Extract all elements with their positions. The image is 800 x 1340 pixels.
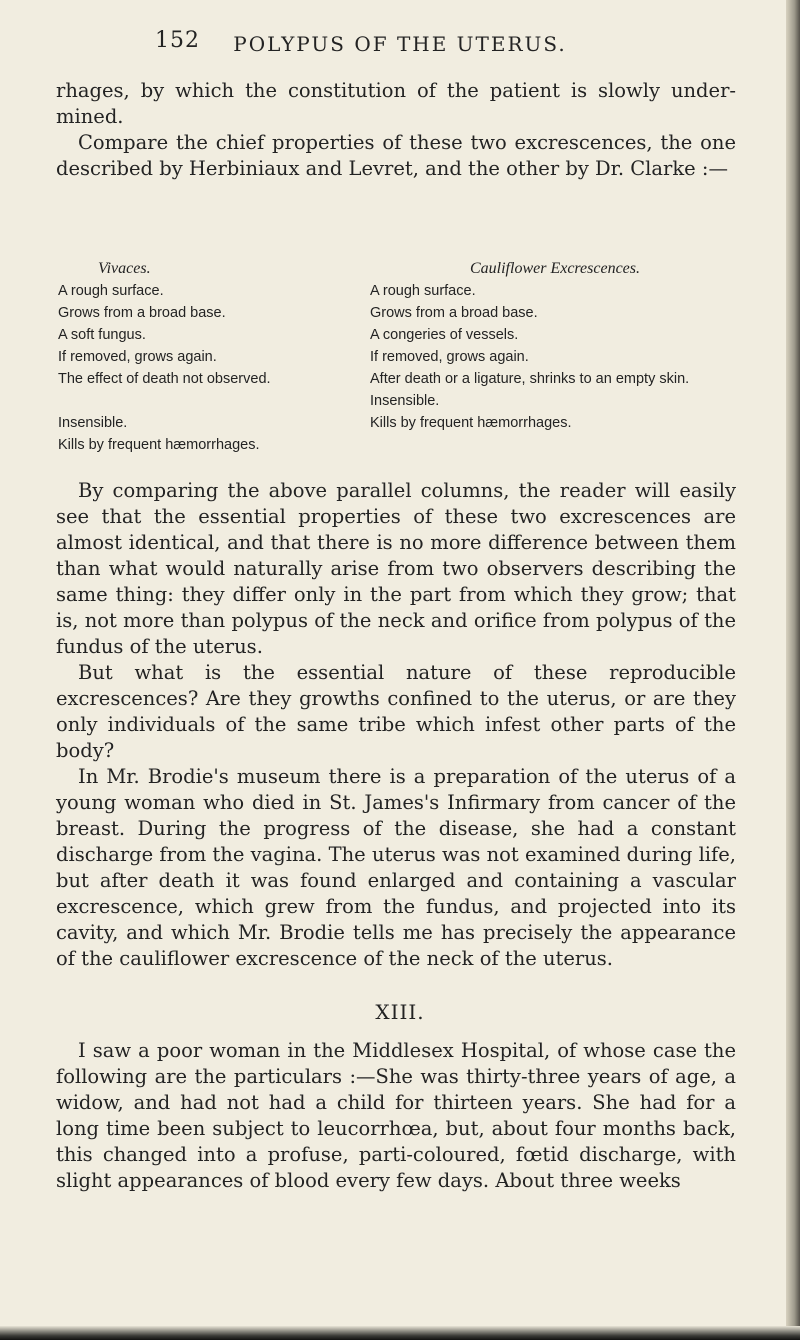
case-paragraphs (56, 1038, 736, 1194)
comparison-row: After death or a ligature, shrinks to an empty skin. (370, 371, 690, 387)
comparison-row: If removed, grows again. (58, 349, 217, 365)
column-heading: Cauliflower Excrescences. (469, 260, 641, 277)
comparison-row: A soft fungus. (58, 327, 146, 343)
paragraph: I saw a poor woman in the Middlesex Hospital, of whose case the following are the particulars :—She was thirty-three years of age, a widow, and had not had a child for thirteen years. She had for a long time been subject to leucorrhœa, but, about four months back, this changed into a profuse, parti-coloured, fœtid discharge, with slight appearances of blood every few days. About three weeks (56, 1039, 736, 1192)
column-heading: Vivaces. (98, 260, 151, 277)
comparison-row: If removed, grows again. (370, 349, 529, 365)
comparison-column-vivaces (58, 258, 358, 456)
row-spacer (58, 390, 358, 412)
comparison-row: A rough surface. (58, 283, 164, 299)
comparison-row: Grows from a broad base. (58, 305, 226, 321)
comparison-row: A congeries of vessels. (370, 327, 519, 343)
page-edge-shadow (786, 0, 800, 1340)
page-number: 152 (155, 28, 200, 53)
comparison-column-cauliflower (370, 258, 740, 434)
page-bottom-edge (0, 1326, 800, 1340)
opening-paragraphs (56, 78, 736, 182)
paragraph: By comparing the above parallel columns, the reader will easily see that the essential properties of these two excrescences are almost identical, and that there is no more difference between them than what would naturally arise from two observers describing the same thing: they differ only in the part from which they grow; that is, not more than polypus of the neck and orifice from polypus of the fundus of the uterus. (56, 479, 736, 658)
comparison-row: A rough surface. (370, 283, 476, 299)
paragraph: rhages, by which the constitution of the patient is slowly under-mined. (56, 79, 736, 128)
comparison-row: Kills by frequent hæmorrhages. (370, 415, 572, 431)
section-number: XIII. (375, 1000, 425, 1024)
comparison-row: Kills by frequent hæmorrhages. (58, 437, 260, 453)
paragraph: But what is the essential nature of these reproducible excrescences? Are they growths confined to the uterus, or are they only individuals of the same tribe which infest other parts of the body? (56, 661, 736, 762)
discussion-paragraphs (56, 478, 736, 972)
paragraph: Compare the chief properties of these two excrescences, the one described by Herbiniaux and Levret, and the other by Dr. Clarke :— (56, 131, 736, 180)
paragraph: In Mr. Brodie's museum there is a preparation of the uterus of a young woman who died in St. James's Infirmary from cancer of the breast. During the progress of the disease, she had a constant discharge from the vagina. The uterus was not examined during life, but after death it was found enlarged and containing a vascular excrescence, which grew from the fundus, and projected into its cavity, and which Mr. Brodie tells me has precisely the appearance of the cauliflower excrescence of the neck of the uterus. (56, 765, 736, 970)
comparison-row: Grows from a broad base. (370, 305, 538, 321)
comparison-row: Insensible. (58, 415, 128, 431)
comparison-row: The effect of death not observed. (58, 371, 271, 387)
comparison-row: Insensible. (370, 393, 440, 409)
running-title: POLYPUS OF THE UTERUS. (233, 32, 567, 56)
